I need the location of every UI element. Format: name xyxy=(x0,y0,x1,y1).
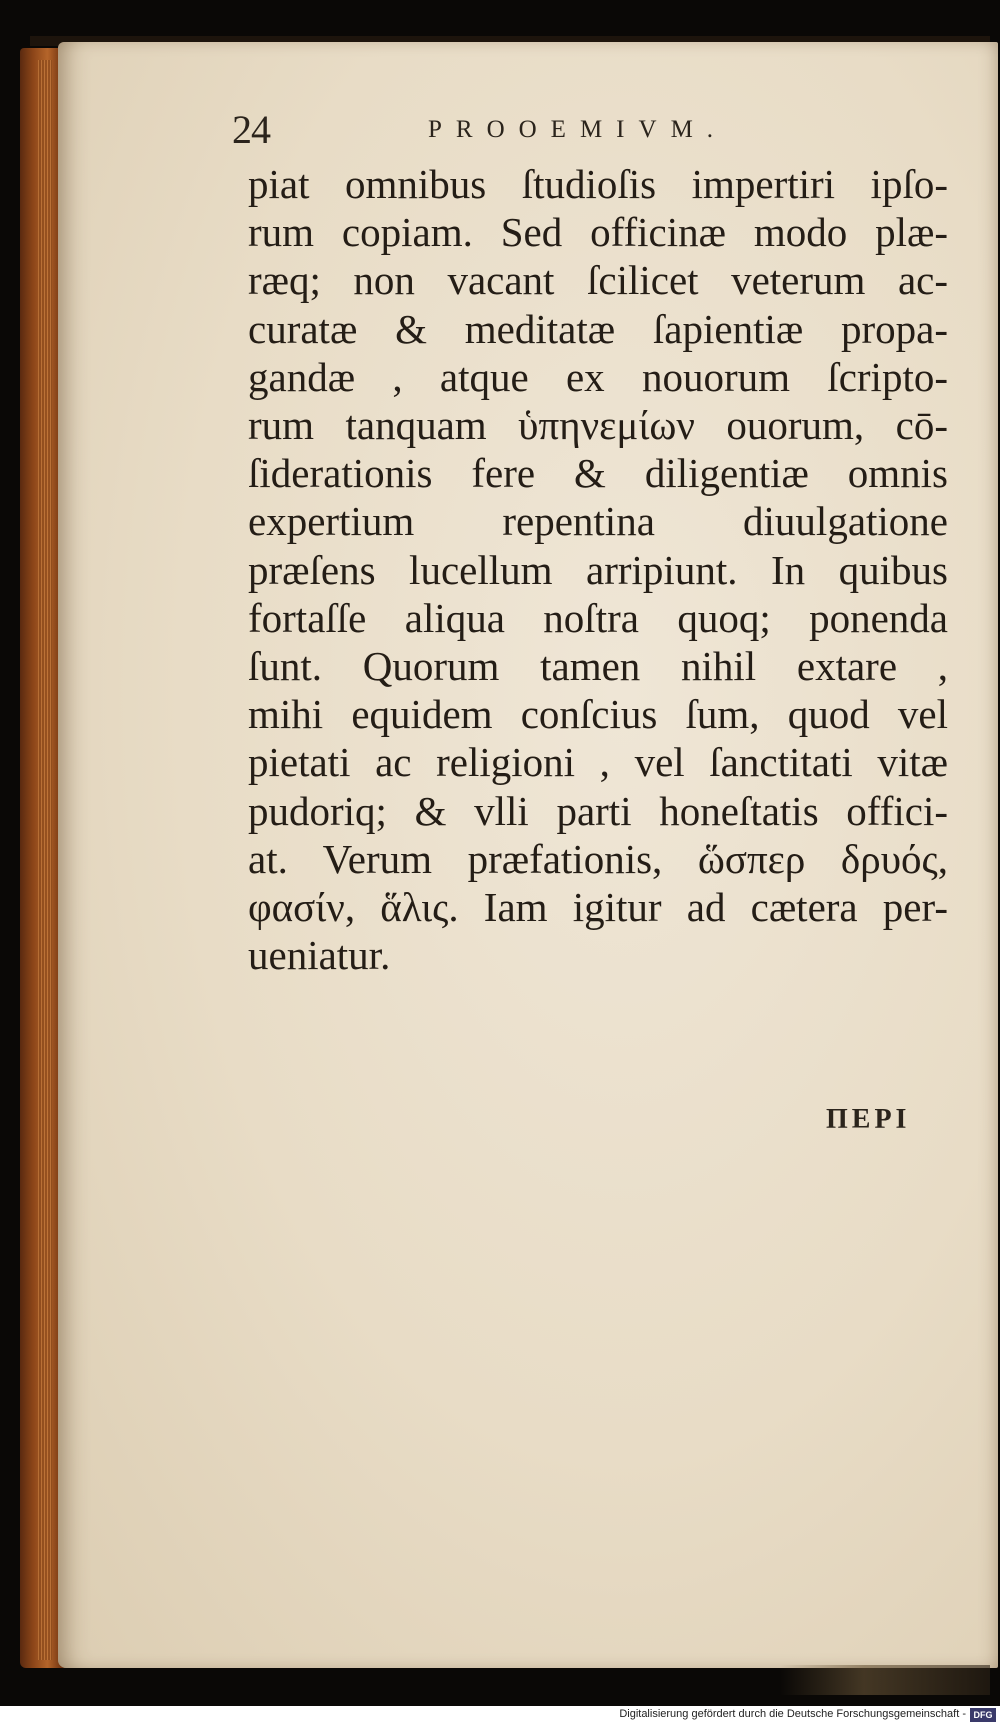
text-line: gandæ , atque ex nouorum ſcripto- xyxy=(248,353,948,400)
text-line: præſens lucellum arripiunt. In quibus xyxy=(248,546,948,593)
text-line: rum tanquam ὑπηνεμίων ouorum, cō- xyxy=(248,402,948,449)
text-line: ueniatur. xyxy=(248,932,391,979)
text-line: expertium repentina diuulgatione xyxy=(248,498,948,545)
text-line: at. Verum præfationis, ὥσπερ δρυός, xyxy=(248,835,948,882)
dfg-logo-icon: DFG xyxy=(970,1708,996,1722)
footer-credit: Digitalisierung gefördert durch die Deutsche Forschungsgemeinschaft - xyxy=(619,1708,966,1720)
text-line: piat omnibus ſtudioſis impertiri ipſo- xyxy=(248,161,948,207)
text-line: pietati ac religioni , vel ſanctitati vitæ xyxy=(248,739,948,786)
text-line: pudoriq; & vlli parti honeſtatis offici- xyxy=(248,787,948,834)
body-text xyxy=(248,160,948,979)
running-head: PROOEMIVM. xyxy=(428,116,728,143)
text-line: rum copiam. Sed officinæ modo plæ- xyxy=(248,209,948,256)
page-corner-shadow xyxy=(780,1665,990,1695)
text-line: curatæ & meditatæ ſapientiæ propa- xyxy=(248,305,948,352)
page-edges xyxy=(38,60,52,1660)
text-line: ſiderationis fere & diligentiæ omnis xyxy=(248,450,948,497)
text-line: fortaſſe aliqua noſtra quoq; ponenda xyxy=(248,594,948,641)
catchword: ΠΕΡΙ xyxy=(826,1104,911,1135)
text-line: ſunt. Quorum tamen nihil extare , xyxy=(248,643,948,690)
text-line: mihi equidem conſcius ſum, quod vel xyxy=(248,691,948,738)
text-line: ræq; non vacant ſcilicet veterum ac- xyxy=(248,257,948,304)
text-line: φασίν, ἅλις. Iam igitur ad cætera per- xyxy=(248,884,948,931)
page-number: 24 xyxy=(232,107,270,152)
